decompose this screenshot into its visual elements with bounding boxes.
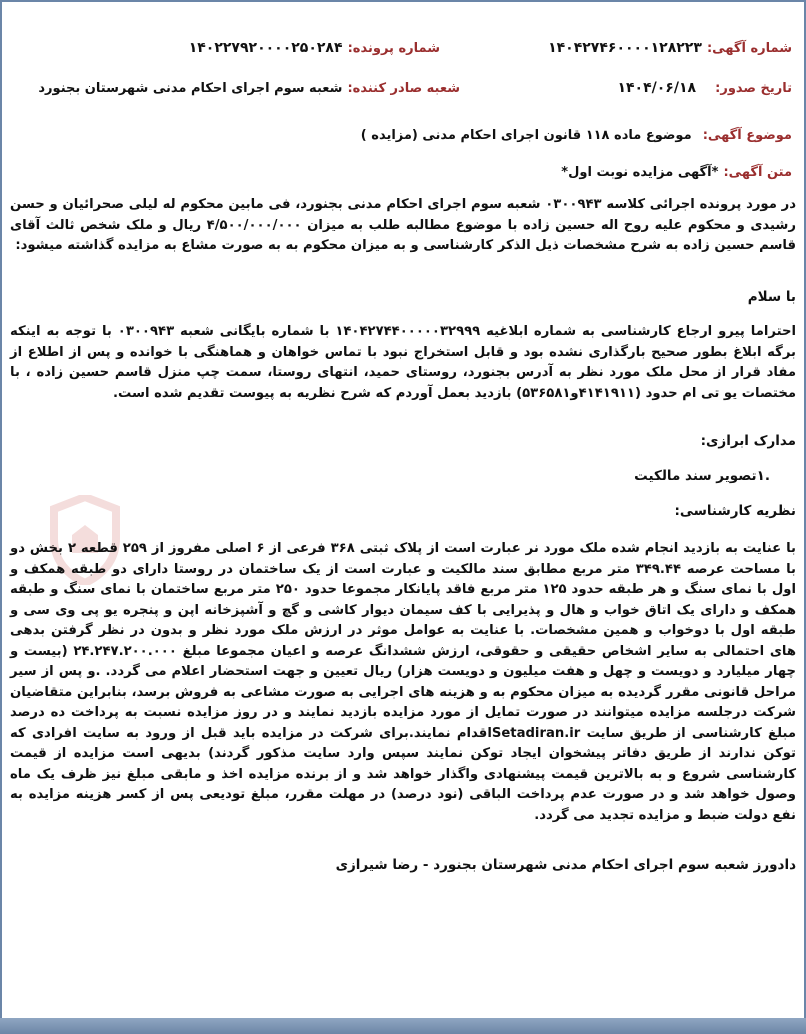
signature: دادورز شعبه سوم اجرای احکام مدنی شهرستان بجنورد - رضا شیرازی bbox=[335, 857, 796, 873]
text-title-row bbox=[561, 161, 792, 180]
notice-number-label: شماره آگهی: bbox=[706, 41, 792, 56]
documents-label: مدارک ابرازی: bbox=[700, 433, 796, 449]
case-number: ۱۴۰۲۲۷۹۲۰۰۰۰۲۵۰۲۸۴ bbox=[188, 40, 343, 56]
opinion-label: نظریه کارشناسی: bbox=[674, 503, 796, 519]
instructions-text: اقدام نمایند.برای شرکت در مزایده باید قبل از ورود به سایت افرادی که توکن ندارند از طریق دفاتر پیشخوان ایجاد توکن نمایند سپس وارد سایت مذکور گردند) بدیهی است مزایده از قیمت کارشناسی شروع و به بالاترین قیمت پیشنهادی واگذار خواهد شد و از برنده مزایده اخذ و مابقی مبلغ نیز ظرف یک ماه وصول خواهد شد و در صورت عدم پرداخت الباقی (نود درصد) در مهلت مقرر، مبلغ تودیعی پس از کسر هزینه مزایده به نفع دولت ضبط و مزایده تجدید می گردد. bbox=[10, 725, 796, 823]
subject-label: موضوع آگهی: bbox=[702, 128, 792, 143]
issuing-branch: شعبه سوم اجرای احکام مدنی شهرستان بجنورد bbox=[38, 81, 343, 96]
notice-number: ۱۴۰۴۲۷۴۶۰۰۰۰۱۲۸۲۲۳ bbox=[548, 40, 702, 56]
issue-date-row bbox=[617, 77, 792, 96]
case-number-label: شماره پرونده: bbox=[347, 41, 440, 56]
subject-row bbox=[361, 124, 792, 143]
setadiran-link[interactable]: Setadiran.ir bbox=[491, 725, 581, 741]
notice-number-row bbox=[548, 37, 792, 56]
text-title: *آگهی مزایده نوبت اول* bbox=[561, 165, 719, 180]
referral-paragraph: احتراما پیرو ارجاع کارشناسی به شماره ابلاغیه ۱۴۰۴۲۷۴۴۰۰۰۰۰۳۲۹۹۹ با شماره بایگانی شعبه ۰۳۰۰۹۴۳ با توجه به اینکه برگه ابلاغ بطور صحیح بارگذاری نشده بود و قابل استخراج نبود با تماس خواهان و هماهنگی با خوانده و پس از اطلاع از مفاد قرار از محل ملک مورد نظر به آدرس بجنورد، روستای حمید، انتهای روستا، سمت چپ منزل قاسم حسین زاده ، با مختصات یو تی ام حدود (۴۱۴۱۹۱۱و۵۳۶۵۸۱) بازدید بعمل آوردم که شرح نظریه به پیوست تقدیم شده است. bbox=[10, 324, 796, 401]
opinion-text: با عنایت به بازدید انجام شده ملک مورد نر عبارت است از پلاک ثبتی ۳۶۸ فرعی از ۶ اصلی مفروز از ۲۵۹ قطعه ۲ بخش دو با مساحت عرصه ۳۴۹.۴۴ متر مربع مطابق سند مالکیت و عبارت است از یک ساختمان در روستا دارای دو طبقه همکف و اول با نمای سنگ و هر طبقه حدود ۱۲۵ متر مربع فاقد پایانکار مجموعا حدود ۲۵۰ متر مربع ساختمان با نمای سنگ و طبقه همکف و دارای یک اتاق خواب و هال و پذیرایی با کف سیمان دیوار کاشی و گچ و آشپزخانه اپن و پنجره یو پی وی سی و طبقه اول با دوخواب و همین مشخصات. با عنایت به عوامل موثر در ارزش ملک مورد نظر و بدون در نظر گرفتن بدهی های احتمالی به سایر اشخاص حقیقی و حقوقی، ارزش ششدانگ عرصه و اعیان مجموعا مبلغ ۲۴.۲۴۷.۲۰۰.۰۰۰ (بیست و چهار میلیارد و دویست و چهل و هفت میلیون و دویست هزار) ریال تعیین و جهت استحضار اعلام می گردد. .و پس از سیر مراحل قانونی مقرر گردیده به میزان محکوم به و هزینه های اجرایی به صورت مشاعی به فروش برسد، بنابراین متقاضیان شرکت درجلسه مزایده میتوانند در صورت تمایل از مورد مزایده بازدید نمایند و در روز مزایده نسبت به پرداخت ده درصد مبلغ کارشناسی از طریق سایت bbox=[10, 541, 797, 741]
issue-date: ۱۴۰۴/۰۶/۱۸ bbox=[617, 80, 697, 96]
opinion-paragraph bbox=[10, 539, 796, 826]
case-number-row bbox=[189, 37, 440, 56]
text-label: متن آگهی: bbox=[723, 165, 792, 180]
bottom-scrollbar bbox=[0, 1018, 806, 1034]
issuing-branch-row bbox=[38, 77, 460, 96]
intro-paragraph: در مورد پرونده اجرائی کلاسه ۰۳۰۰۹۴۳ شعبه سوم اجرای احکام مدنی بجنورد، فی مابین محکوم له لیلی صحرائیان و حسن رشیدی و محکوم علیه روح اله حسین زاده با موضوع مطالبه طلب به میزان ۴/۵۰۰/۰۰۰/۰۰۰ ریال و ملک شخص ثالث آقای قاسم حسین زاده به شرح مشخصات ذیل الذکر کارشناسی و به میزان محکوم به به صورت مشاع به مزایده گذاشته میشود: bbox=[10, 197, 796, 253]
issuing-branch-label: شعبه صادر کننده: bbox=[347, 81, 460, 96]
issue-date-label: تاریخ صدور: bbox=[715, 81, 792, 96]
greeting: با سلام bbox=[747, 289, 796, 305]
document-item: .۱تصویر سند مالکیت bbox=[634, 468, 770, 484]
subject: موضوع ماده ۱۱۸ قانون اجرای احکام مدنی (مزایده ) bbox=[360, 128, 692, 143]
